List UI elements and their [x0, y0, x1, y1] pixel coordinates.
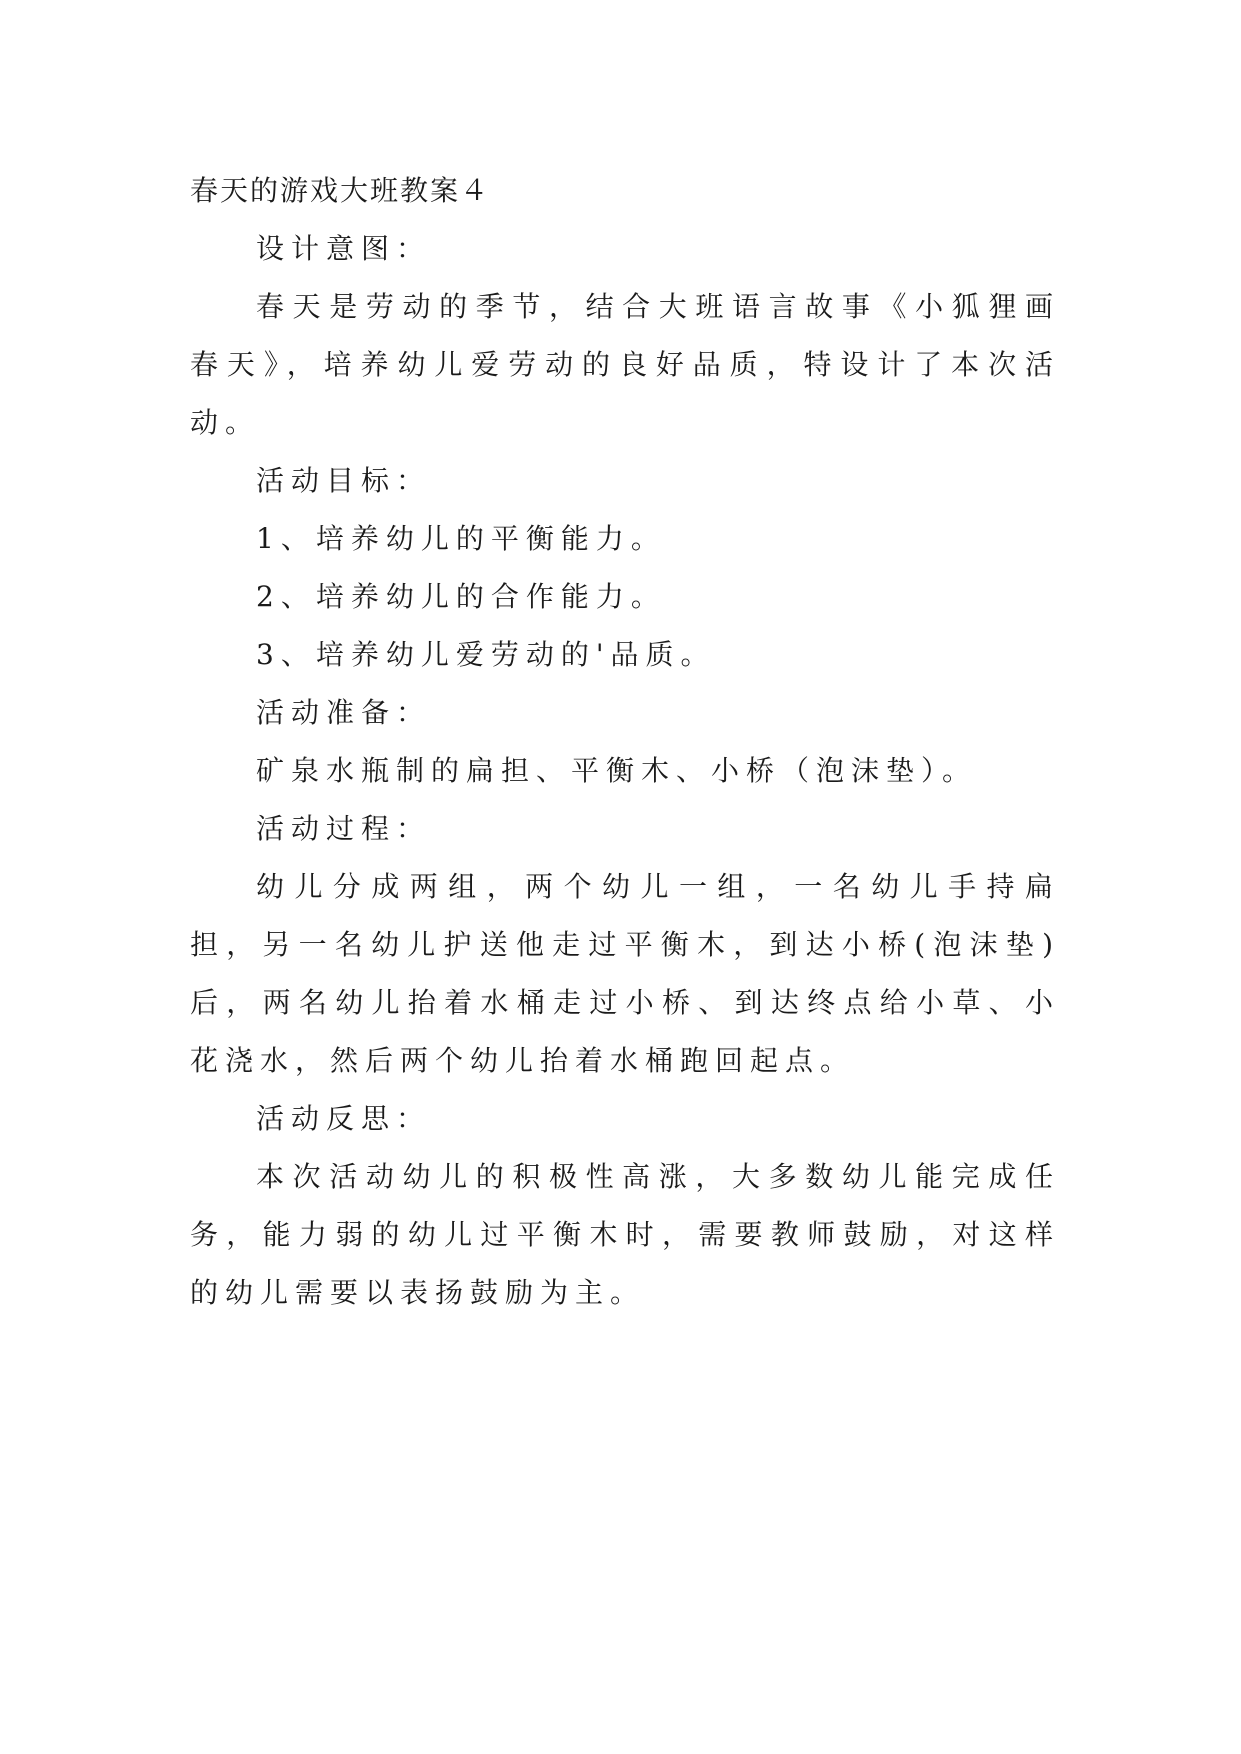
document-title: 春天的游戏大班教案４ [190, 174, 491, 207]
document-body [190, 162, 1060, 1322]
goal-item-2: 2、培养幼儿的合作能力。 [256, 580, 666, 613]
goal-item-3: 3、培养幼儿爱劳动的'品质。 [256, 638, 716, 671]
reflection-paragraph: 本次活动幼儿的积极性高涨，大多数幼儿能完成任务，能力弱的幼儿过平衡木时，需要教师鼓励，对这样的幼儿需要以表扬鼓励为主。 [190, 1160, 1060, 1309]
goal-item-1: 1、培养幼儿的平衡能力。 [256, 522, 666, 555]
process-paragraph: 幼儿分成两组，两个幼儿一组，一名幼儿手持扁担，另一名幼儿护送他走过平衡木，到达小桥(泡沫垫)后，两名幼儿抬着水桶走过小桥、到达终点给小草、小花浇水，然后两个幼儿抬着水桶跑回起点。 [190, 870, 1060, 1077]
reflection-heading: 活动反思： [256, 1102, 432, 1135]
preparation-paragraph: 矿泉水瓶制的扁担、平衡木、小桥（泡沫垫）。 [256, 754, 978, 787]
design-intent-heading: 设计意图： [256, 232, 432, 265]
process-heading: 活动过程： [256, 812, 432, 845]
goals-heading: 活动目标： [256, 464, 432, 497]
preparation-heading: 活动准备： [256, 696, 432, 729]
design-intent-paragraph: 春天是劳动的季节，结合大班语言故事《小狐狸画春天》，培养幼儿爱劳动的良好品质，特设计了本次活动。 [190, 290, 1060, 439]
